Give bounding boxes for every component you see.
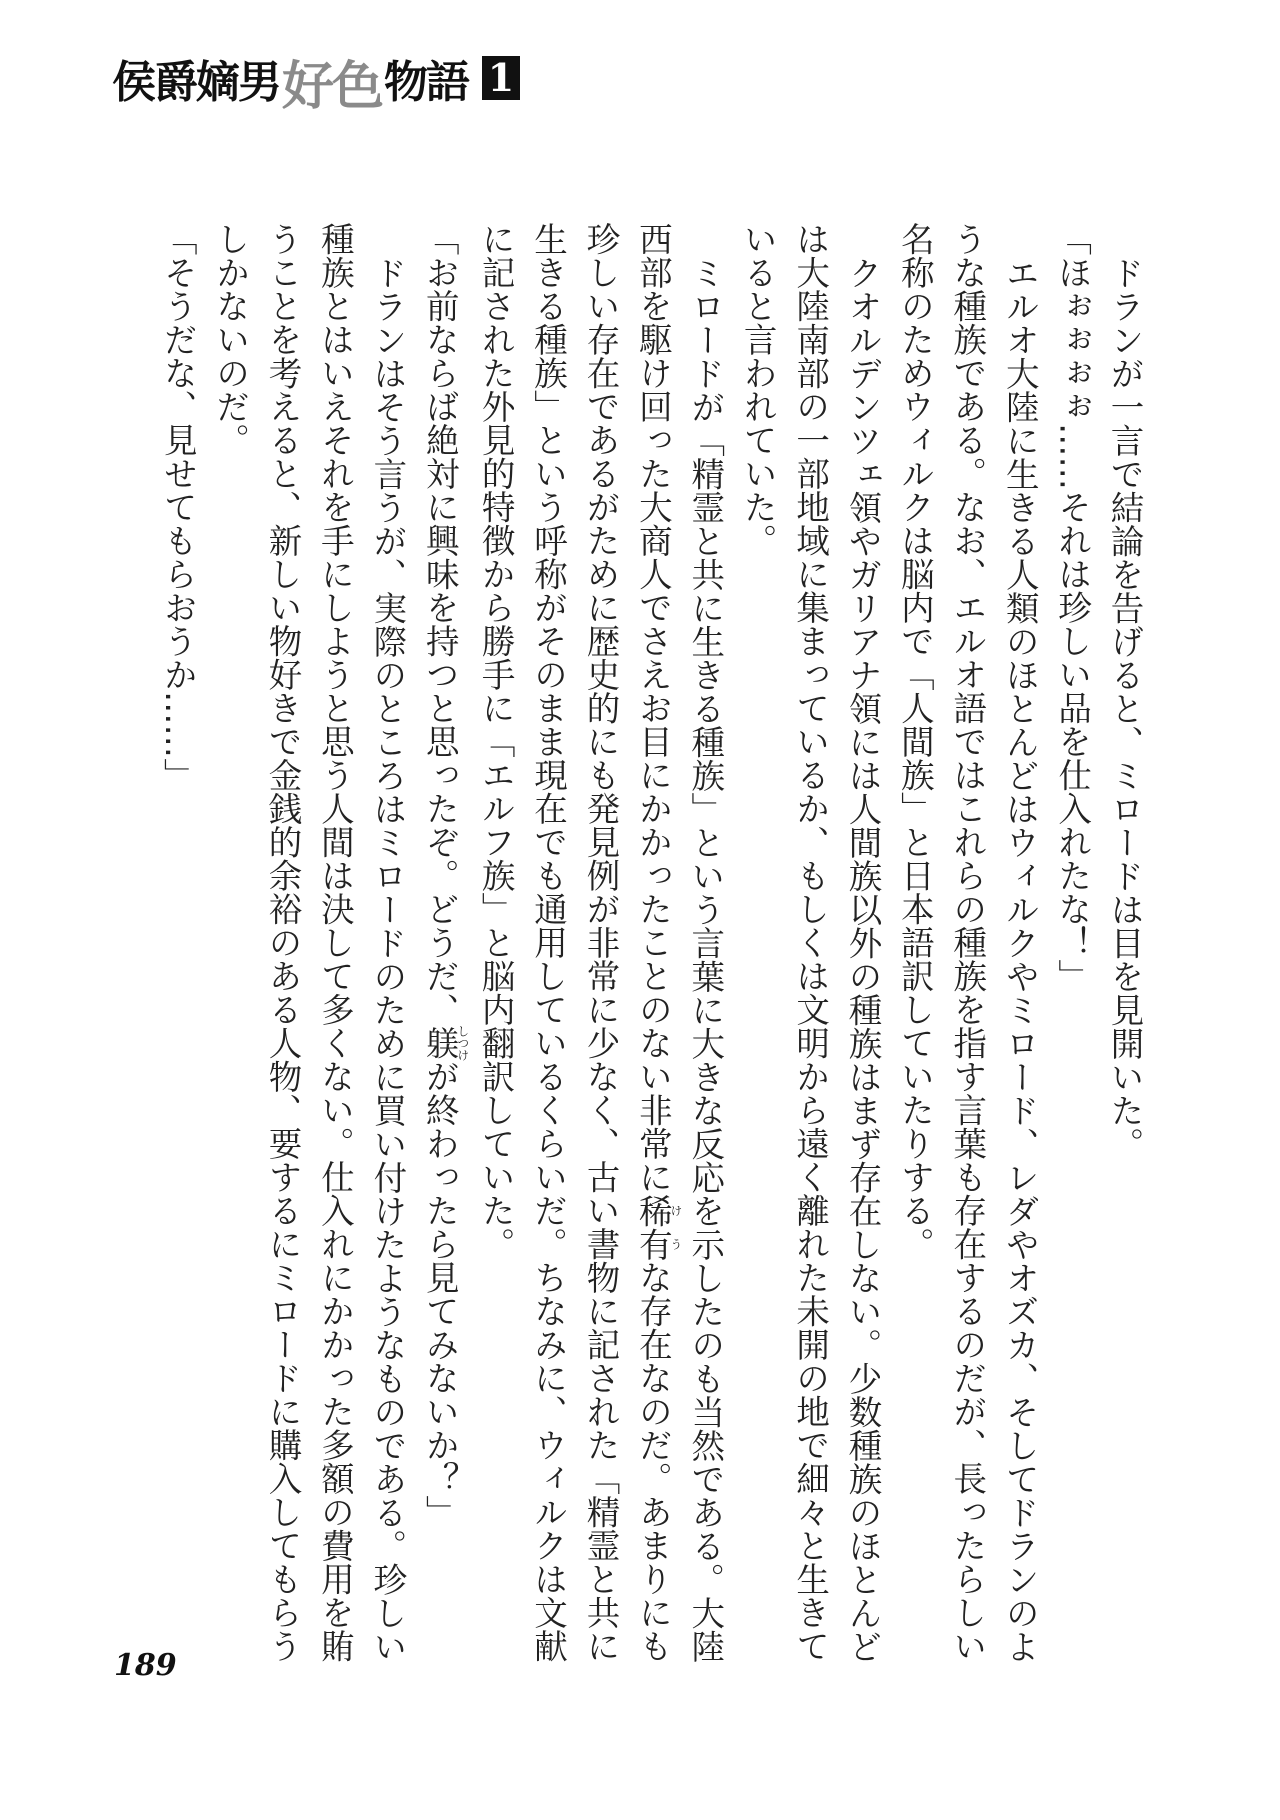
- dialogue-paragraph: [413, 222, 469, 1664]
- narration-paragraph: [731, 222, 888, 1664]
- narration-paragraph: [1098, 222, 1150, 1664]
- text-segment: 「ほぉぉぉぉ……それは珍しい品を仕入れたな！」: [1052, 222, 1092, 993]
- text-segment: ドランはそう言うが、実際のところはミロードのために買い付けたようなものである。珍しい種族とはいえそれを手にしようと思う人間は決して多くない。仕入れにかかった多額の費用を賄うことを考えると、新しい物好きで金銭的余裕のある人物、要するにミロードに購入してもらうしかないのだ。: [210, 222, 407, 1663]
- dialogue-paragraph: [1045, 222, 1097, 1664]
- text-segment: が終わったら見てみないか？」: [420, 1059, 460, 1529]
- text-segment: ドランが一言で結論を告げると、ミロードは目を見開いた。: [1105, 255, 1144, 1160]
- dialogue-paragraph: [151, 222, 203, 1664]
- furigana: しつけ: [455, 1024, 470, 1061]
- page-number: 189: [114, 1648, 177, 1683]
- text-segment: エルオ大陸に生きる人類のほとんどはウィルクやミロード、レダやオズカ、そしてドランのような種族である。なお、エルオ語ではこれらの種族を指す言葉も存在するのだが、長ったらしい名称のためウィルクは脳内で「人間族」と日本語訳していたりする。: [895, 222, 1040, 1663]
- volume-badge: 1: [482, 56, 520, 100]
- narration-paragraph: [203, 222, 413, 1664]
- body-text: [151, 222, 1150, 1664]
- ruby-annotation: [633, 1193, 683, 1261]
- ruby-base: 稀有: [633, 1193, 673, 1261]
- book-title-end: 物語: [384, 57, 469, 108]
- furigana: けう: [668, 1193, 683, 1261]
- running-header: [112, 48, 520, 117]
- text-segment: 「そうだな、見せてもらおうか……」: [158, 222, 198, 792]
- narration-paragraph: [888, 222, 1045, 1664]
- text-segment: ミロードが「精霊と共に生きる種族」という言葉に大きな反応を示したのも当然である。大陸西部を駆け回った大商人でさえお目にかかったことのない非常に: [633, 222, 725, 1663]
- narration-paragraph: [469, 222, 731, 1664]
- book-title-accent: 好色: [282, 55, 383, 117]
- book-title-start: 侯爵嫡男: [112, 57, 280, 108]
- ruby-base: 躾: [420, 1024, 460, 1061]
- text-segment: な存在なのだ。あまりにも珍しい存在であるがために歴史的にも発見例が非常に少なく、古い書物に記された「精霊と共に生きる種族」という呼称がそのまま現在でも通用しているくらいだ。ちなみに、ウィルクは文献に記された外見的特徴から勝手に「エルフ族」と脳内翻訳していた。: [476, 222, 673, 1663]
- text-segment: 「お前ならば絶対に興味を持つと思ったぞ。どうだ、: [420, 222, 460, 1026]
- ruby-annotation: [420, 1024, 470, 1061]
- text-segment: クオルデンツェ領やガリアナ領には人間族以外の種族はまず存在しない。少数種族のほとんどは大陸南部の一部地域に集まっているか、もしくは文明から遠く離れた未開の地で細々と生きていると言われていた。: [738, 222, 882, 1663]
